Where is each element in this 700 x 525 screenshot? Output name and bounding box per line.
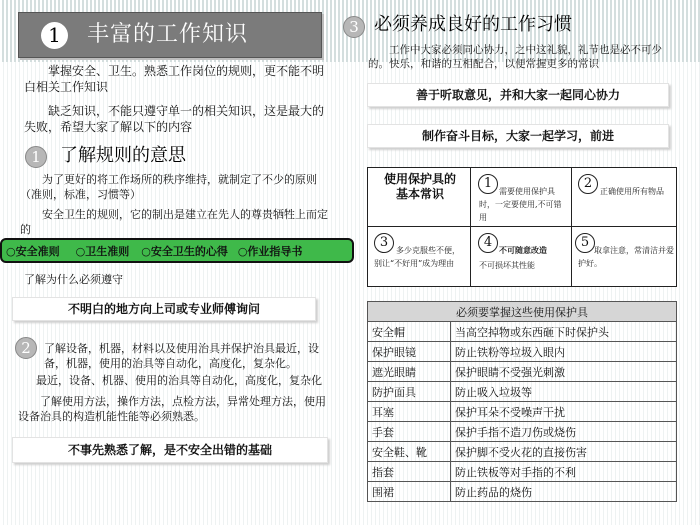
gear-tip-text: 不可损坏其性能 <box>479 261 535 270</box>
gear-purpose: 保护脚不受火花的直接伤害 <box>451 442 677 462</box>
gear-tip-cell <box>367 226 471 287</box>
gear-purpose: 保护耳朵不受噪声干扰 <box>451 402 677 422</box>
gear-tip-cell <box>571 167 677 227</box>
gear-tip-text: 需要使用保护具时，一定要使用,不可错用 <box>479 187 562 222</box>
gear-tip-cell <box>470 226 572 287</box>
table-row <box>368 482 677 502</box>
gear-purpose: 当高空掉物或东西砸下时保护头 <box>451 322 677 342</box>
operation-paragraph: 了解使用方法，操作方法，点检方法，异常处理方法，使用设备治具的构造机能性能等必须熟悉。 <box>18 395 326 423</box>
gear-name: 安全鞋、靴 <box>368 442 451 462</box>
table-header: 必须要掌握这些使用保护具 <box>368 302 677 322</box>
rules-paragraph: 为了更好的将工作场所的秩序维持，就制定了不少的原则（准则，标准，习惯等） <box>20 173 317 201</box>
table-row <box>368 402 677 422</box>
subsection-1-title: 了解规则的意思 <box>60 145 186 166</box>
table-row <box>368 342 677 362</box>
gear-purpose: 防止吸入垃圾等 <box>451 382 677 402</box>
section-title: 丰富的工作知识 <box>87 22 249 47</box>
gear-name: 保护眼镜 <box>368 342 451 362</box>
equipment-paragraph-2: 最近，设备、机器、使用的治具等自动化，高度化，复杂化 <box>14 374 322 387</box>
table-row <box>368 362 677 382</box>
rule-item: ○卫生准则 <box>75 244 130 258</box>
table-row <box>368 422 677 442</box>
rules-bar <box>0 238 354 263</box>
callout-ask-supervisor: 不明白的地方向上司或专业师傅询问 <box>12 297 316 321</box>
rule-item: ○安全卫生的心得 <box>141 244 228 258</box>
gear-name: 耳塞 <box>368 402 451 422</box>
gear-purpose: 防止药品的烧伤 <box>451 482 677 502</box>
gear-purpose: 防止铁粉等垃圾入眼内 <box>451 342 677 362</box>
table-row <box>368 442 677 462</box>
gear-tip-number: 5 <box>575 233 595 253</box>
callout-goals: 制作奋斗目标，大家一起学习，前进 <box>367 124 669 148</box>
title-number: 1 <box>41 22 68 49</box>
rule-item: ○安全准则 <box>6 244 60 258</box>
intro-paragraph-1: 掌握安全、卫生。熟悉工作岗位的规则，更不能不明白相关工作知识 <box>24 64 325 94</box>
gear-name: 指套 <box>368 462 451 482</box>
section-3-title: 必须养成良好的工作习惯 <box>374 14 572 35</box>
gear-tip-text: 不可随意改造 <box>499 245 547 255</box>
subsection-2-number: 2 <box>15 337 37 359</box>
gear-name: 遮光眼睛 <box>368 362 451 382</box>
gear-tip-number: 1 <box>478 174 498 194</box>
subsection-1-number: 1 <box>25 146 47 168</box>
gear-purpose: 保护手指不造刀伤或烧伤 <box>451 422 677 442</box>
rule-item: ○作业指导书 <box>237 244 303 258</box>
gear-tip-text: 多少克服些不便，别让“不好用”成为理由 <box>374 246 460 268</box>
gear-tip-text: 正确使用所有物品 <box>600 187 664 196</box>
section-title-box <box>18 12 322 58</box>
gear-name: 防护面具 <box>368 382 451 402</box>
table-row <box>368 322 677 342</box>
gear-basics-label: 使用保护具的基本常识 <box>383 172 456 201</box>
protective-gear-table <box>367 301 677 502</box>
gear-name: 围裙 <box>368 482 451 502</box>
gear-purpose: 保护眼睛不受强光刺激 <box>451 362 677 382</box>
gear-purpose: 防止铁板等对手指的不利 <box>451 462 677 482</box>
gear-tip-cell <box>571 226 677 287</box>
gear-tip-number: 3 <box>374 233 394 253</box>
table-row <box>368 462 677 482</box>
habits-paragraph: 工作中大家必须同心协力，之中这礼貌，礼节也是必不可少的。快乐，和谐的互相配合，以便常握更多的常识 <box>368 44 662 70</box>
callout-familiarize: 不事先熟悉了解，是不安全出错的基础 <box>12 437 328 463</box>
safety-paragraph: 安全卫生的规则，它的制出是建立在先人的尊贵牺牲上而定的 <box>20 208 328 236</box>
gear-tip-number: 4 <box>478 233 498 253</box>
section-3-number: 3 <box>343 16 365 38</box>
why-obey-text: 了解为什么必须遵守 <box>24 273 123 286</box>
gear-tip-number: 2 <box>578 174 598 194</box>
gear-tip-text: 取拿注意，常清洁并爱护好。 <box>578 246 674 268</box>
intro-paragraph-2: 缺乏知识，不能只遵守单一的相关知识，这是最大的失败，希望大家了解以下的内容 <box>24 104 325 134</box>
callout-listen: 善于听取意见，并和大家一起同心协力 <box>367 83 669 107</box>
gear-name: 手套 <box>368 422 451 442</box>
gear-tip-cell <box>470 167 572 227</box>
table-row <box>368 382 677 402</box>
gear-name: 安全帽 <box>368 322 451 342</box>
equipment-paragraph: 了解设备，机器，材料以及使用治具并保护治具最近，设备，机器，使用的治具等自动化，高度化，复杂化。 <box>44 342 319 370</box>
